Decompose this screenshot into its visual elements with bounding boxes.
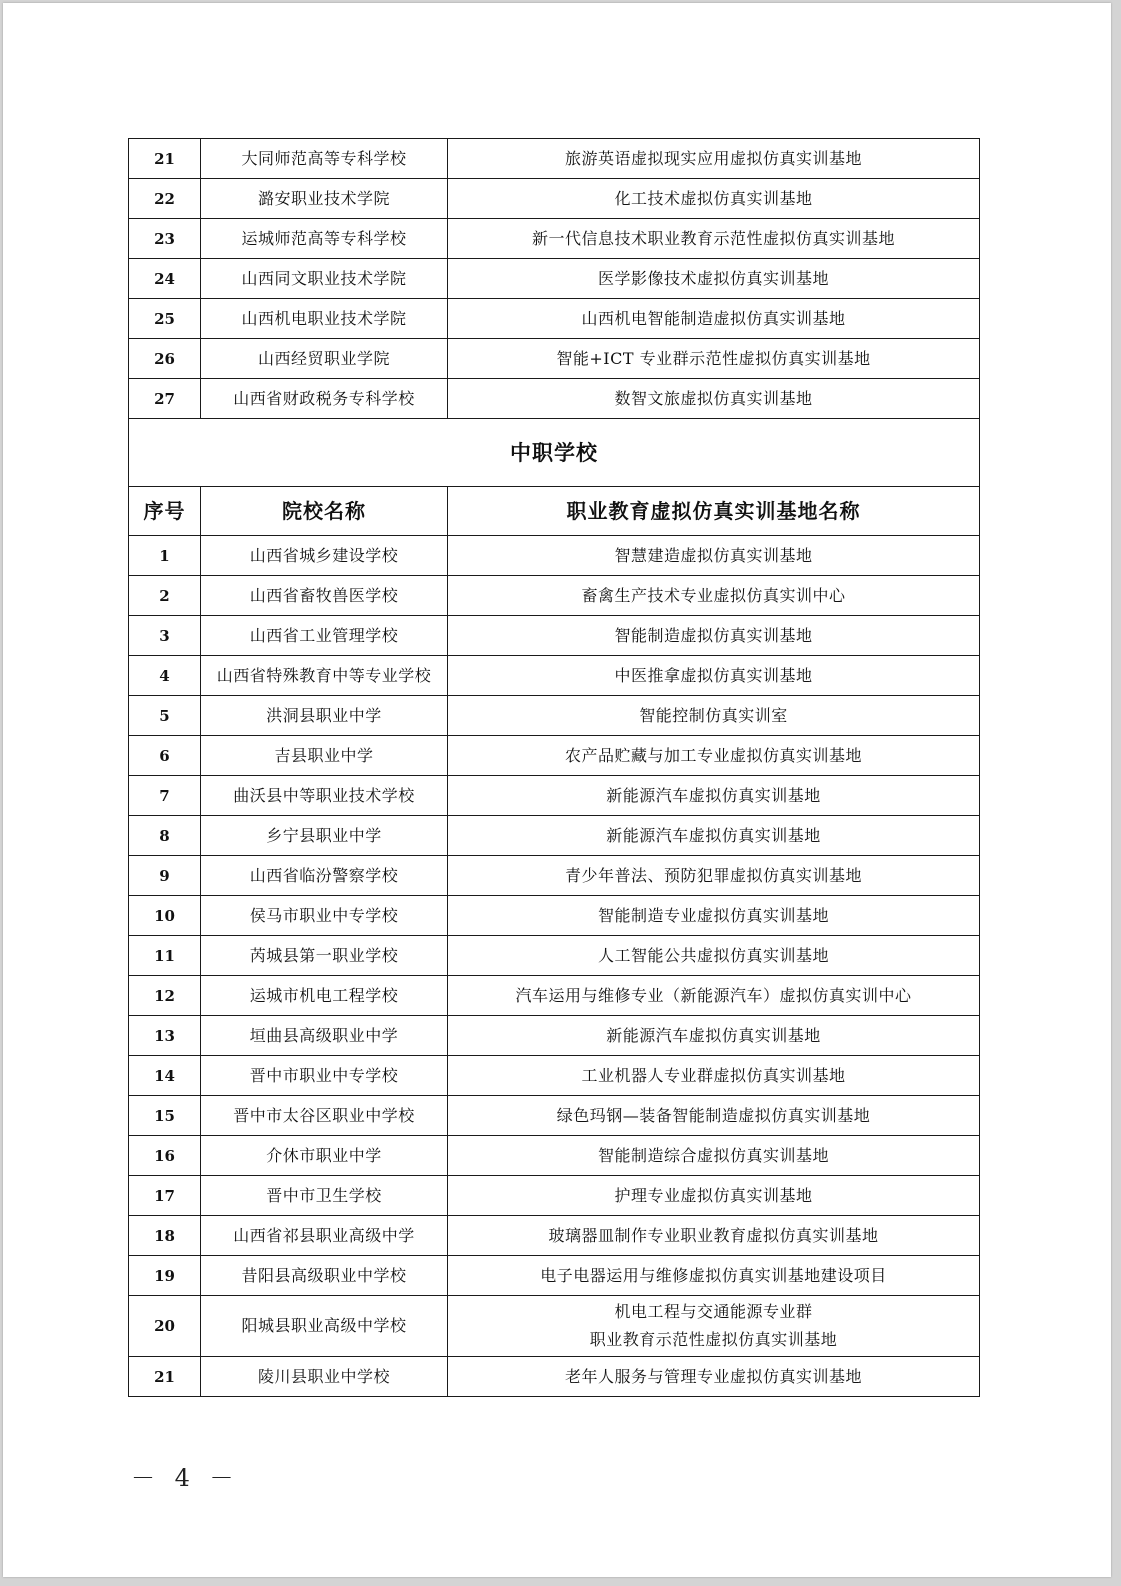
row-number: 23: [129, 219, 201, 259]
base-name: 老年人服务与管理专业虚拟仿真实训基地: [448, 1357, 980, 1397]
table-row: [129, 736, 980, 776]
row-number: 6: [129, 736, 201, 776]
school-name: 芮城县第一职业学校: [201, 936, 448, 976]
table-row: [129, 576, 980, 616]
base-name: 数智文旅虚拟仿真实训基地: [448, 379, 980, 419]
table-row: [129, 896, 980, 936]
school-name: 侯马市职业中专学校: [201, 896, 448, 936]
school-name: 陵川县职业中学校: [201, 1357, 448, 1397]
school-name: 山西省城乡建设学校: [201, 536, 448, 576]
table-row: [129, 656, 980, 696]
row-number: 21: [129, 1357, 201, 1397]
row-number: 1: [129, 536, 201, 576]
school-name: 潞安职业技术学院: [201, 179, 448, 219]
row-number: 24: [129, 259, 201, 299]
header-school: 院校名称: [201, 487, 448, 536]
table-row: [129, 1096, 980, 1136]
school-name: 阳城县职业高级中学校: [201, 1296, 448, 1357]
row-number: 27: [129, 379, 201, 419]
row-number: 11: [129, 936, 201, 976]
table-row: [129, 299, 980, 339]
table-row: [129, 536, 980, 576]
school-name: 山西经贸职业学院: [201, 339, 448, 379]
table-row: [129, 1296, 980, 1357]
row-number: 12: [129, 976, 201, 1016]
base-name: 新能源汽车虚拟仿真实训基地: [448, 776, 980, 816]
school-name: 介休市职业中学: [201, 1136, 448, 1176]
base-name: 化工技术虚拟仿真实训基地: [448, 179, 980, 219]
row-number: 7: [129, 776, 201, 816]
row-number: 4: [129, 656, 201, 696]
document-page: [3, 3, 1111, 1577]
school-name: 运城师范高等专科学校: [201, 219, 448, 259]
header-number: 序号: [129, 487, 201, 536]
row-number: 3: [129, 616, 201, 656]
row-number: 17: [129, 1176, 201, 1216]
table-row: [129, 776, 980, 816]
school-name: 晋中市卫生学校: [201, 1176, 448, 1216]
base-name: 智能制造综合虚拟仿真实训基地: [448, 1136, 980, 1176]
row-number: 19: [129, 1256, 201, 1296]
base-name: 护理专业虚拟仿真实训基地: [448, 1176, 980, 1216]
table-header-row: [129, 487, 980, 536]
school-name: 山西省工业管理学校: [201, 616, 448, 656]
row-number: 8: [129, 816, 201, 856]
row-number: 18: [129, 1216, 201, 1256]
row-number: 16: [129, 1136, 201, 1176]
table-row: [129, 1256, 980, 1296]
table-row: [129, 1016, 980, 1056]
base-name: 新能源汽车虚拟仿真实训基地: [448, 1016, 980, 1056]
school-name: 山西省临汾警察学校: [201, 856, 448, 896]
base-name: 玻璃器皿制作专业职业教育虚拟仿真实训基地: [448, 1216, 980, 1256]
row-number: 10: [129, 896, 201, 936]
school-name: 吉县职业中学: [201, 736, 448, 776]
school-name: 山西省畜牧兽医学校: [201, 576, 448, 616]
base-name: 新一代信息技术职业教育示范性虚拟仿真实训基地: [448, 219, 980, 259]
school-name: 昔阳县高级职业中学校: [201, 1256, 448, 1296]
base-name: 工业机器人专业群虚拟仿真实训基地: [448, 1056, 980, 1096]
table-row: [129, 1176, 980, 1216]
school-name: 乡宁县职业中学: [201, 816, 448, 856]
school-name: 垣曲县高级职业中学: [201, 1016, 448, 1056]
base-name: 绿色玛钢—装备智能制造虚拟仿真实训基地: [448, 1096, 980, 1136]
table-row: [129, 936, 980, 976]
base-name: 农产品贮藏与加工专业虚拟仿真实训基地: [448, 736, 980, 776]
base-name: [448, 1296, 980, 1357]
table-row: [129, 259, 980, 299]
table-row: [129, 816, 980, 856]
row-number: 2: [129, 576, 201, 616]
school-name: 山西机电职业技术学院: [201, 299, 448, 339]
training-base-table: [128, 138, 980, 1397]
base-name: 汽车运用与维修专业（新能源汽车）虚拟仿真实训中心: [448, 976, 980, 1016]
table-row: [129, 696, 980, 736]
school-name: 山西省财政税务专科学校: [201, 379, 448, 419]
base-name: 人工智能公共虚拟仿真实训基地: [448, 936, 980, 976]
table-row: [129, 976, 980, 1016]
base-name: 医学影像技术虚拟仿真实训基地: [448, 259, 980, 299]
base-name: 智能控制仿真实训室: [448, 696, 980, 736]
base-name: 电子电器运用与维修虚拟仿真实训基地建设项目: [448, 1256, 980, 1296]
row-number: 21: [129, 139, 201, 179]
header-base: 职业教育虚拟仿真实训基地名称: [448, 487, 980, 536]
table-row: [129, 1357, 980, 1397]
table-row: [129, 219, 980, 259]
base-name-line-1: 机电工程与交通能源专业群: [614, 1302, 813, 1321]
table-row: [129, 179, 980, 219]
table-row: [129, 616, 980, 656]
base-name: 山西机电智能制造虚拟仿真实训基地: [448, 299, 980, 339]
school-name: 山西省特殊教育中等专业学校: [201, 656, 448, 696]
base-name-line-2: 职业教育示范性虚拟仿真实训基地: [589, 1330, 838, 1349]
row-number: 20: [129, 1296, 201, 1357]
base-name: 新能源汽车虚拟仿真实训基地: [448, 816, 980, 856]
school-name: 晋中市太谷区职业中学校: [201, 1096, 448, 1136]
row-number: 13: [129, 1016, 201, 1056]
table-row: [129, 1056, 980, 1096]
row-number: 22: [129, 179, 201, 219]
base-name: 中医推拿虚拟仿真实训基地: [448, 656, 980, 696]
base-name: 智慧建造虚拟仿真实训基地: [448, 536, 980, 576]
school-name: 运城市机电工程学校: [201, 976, 448, 1016]
table-row: [129, 339, 980, 379]
base-name: 畜禽生产技术专业虚拟仿真实训中心: [448, 576, 980, 616]
row-number: 26: [129, 339, 201, 379]
base-name: 旅游英语虚拟现实应用虚拟仿真实训基地: [448, 139, 980, 179]
school-name: 洪洞县职业中学: [201, 696, 448, 736]
row-number: 15: [129, 1096, 201, 1136]
base-name: 智能制造虚拟仿真实训基地: [448, 616, 980, 656]
table-row: [129, 1216, 980, 1256]
school-name: 大同师范高等专科学校: [201, 139, 448, 179]
section-row: [129, 419, 980, 487]
school-name: 山西同文职业技术学院: [201, 259, 448, 299]
table-row: [129, 856, 980, 896]
school-name: 曲沃县中等职业技术学校: [201, 776, 448, 816]
school-name: 山西省祁县职业高级中学: [201, 1216, 448, 1256]
row-number: 5: [129, 696, 201, 736]
row-number: 25: [129, 299, 201, 339]
page-number: － 4 －: [131, 1464, 240, 1492]
table-row: [129, 379, 980, 419]
table-row: [129, 1136, 980, 1176]
base-name: 智能+ICT 专业群示范性虚拟仿真实训基地: [448, 339, 980, 379]
row-number: 14: [129, 1056, 201, 1096]
base-name: 智能制造专业虚拟仿真实训基地: [448, 896, 980, 936]
section-title: 中职学校: [129, 419, 980, 487]
base-name: 青少年普法、预防犯罪虚拟仿真实训基地: [448, 856, 980, 896]
school-name: 晋中市职业中专学校: [201, 1056, 448, 1096]
row-number: 9: [129, 856, 201, 896]
table-row: [129, 139, 980, 179]
